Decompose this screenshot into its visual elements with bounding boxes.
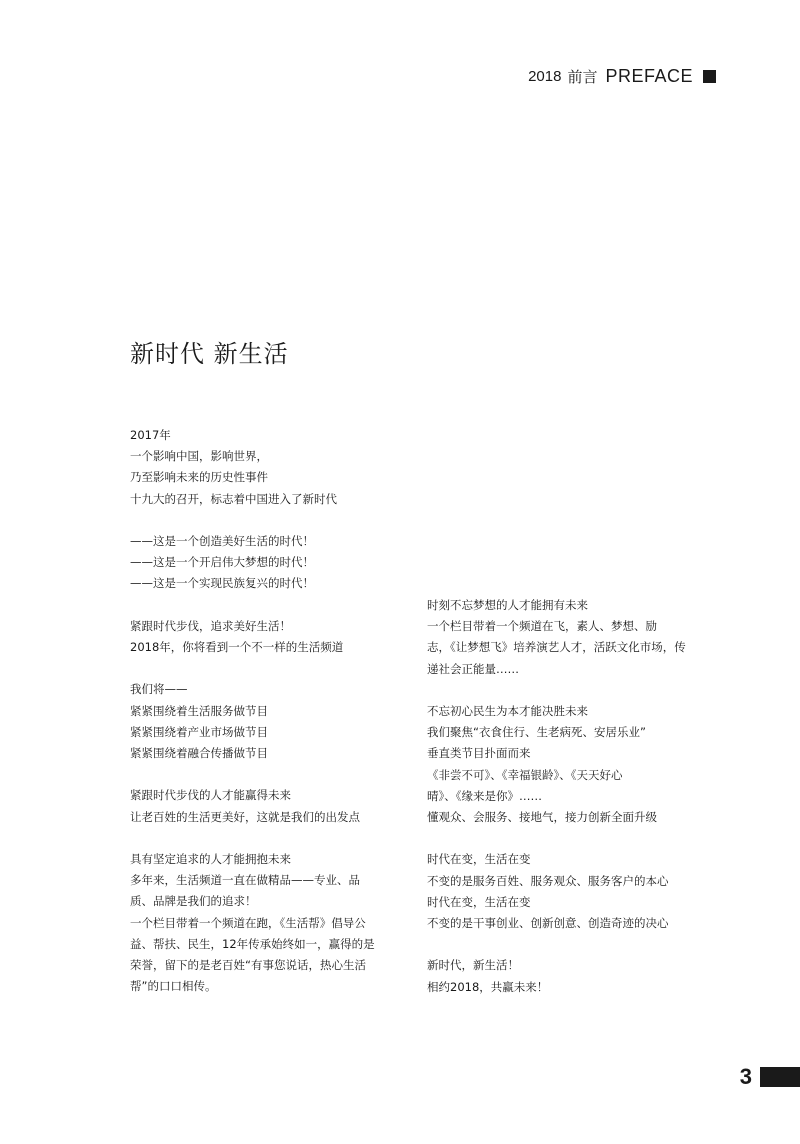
text-line: 时刻不忘梦想的人才能拥有未来 xyxy=(427,598,588,612)
page-title: 新时代 新生活 xyxy=(130,340,289,368)
text-line: 一个栏目带着一个频道在跑，《生活帮》倡导公 xyxy=(130,915,366,930)
text-line: 新时代，新生活！ xyxy=(427,958,519,973)
paragraph-gap xyxy=(130,658,400,679)
header-preface-en: PREFACE xyxy=(605,66,693,86)
page-header xyxy=(528,66,716,87)
text-line: 垂直类节目扑面而来 xyxy=(427,746,531,761)
header-year: 2018 xyxy=(528,68,562,85)
text-line: 益、帮扶、民生，12年传承始终如一，赢得的是 xyxy=(130,936,375,951)
right-column xyxy=(427,595,717,998)
text-line: 紧紧围绕着生活服务做节目 xyxy=(130,703,268,718)
text-line: 递社会正能量…… xyxy=(427,661,519,676)
text-line: 十九大的召开，标志着中国进入了新时代 xyxy=(130,491,337,506)
text-line: ——这是一个创造美好生活的时代！ xyxy=(130,534,314,548)
paragraph-gap xyxy=(130,595,400,616)
left-column xyxy=(130,425,400,997)
paragraph-gap xyxy=(427,680,717,701)
text-line: 具有坚定追求的人才能拥抱未来 xyxy=(130,851,291,866)
text-line: 懂观众、会服务、接地气，接力创新全面升级 xyxy=(427,810,657,825)
text-line: 质、品牌是我们的追求！ xyxy=(130,894,257,909)
text-line: 乃至影响未来的历史性事件 xyxy=(130,470,268,485)
text-line: 2018年，你将看到一个不一样的生活频道 xyxy=(130,640,344,654)
page-number xyxy=(740,1064,800,1090)
text-line: 让老百姓的生活更美好，这就是我们的出发点 xyxy=(130,809,360,824)
text-line: 紧跟时代步伐的人才能赢得未来 xyxy=(130,788,291,803)
text-line: 一个影响中国，影响世界， xyxy=(130,449,268,464)
text-line: 2017年 xyxy=(130,428,171,442)
paragraph-gap xyxy=(130,510,400,531)
header-preface-cn: 前言 xyxy=(567,68,598,86)
header-square-icon xyxy=(703,70,716,83)
text-line: 紧紧围绕着融合传播做节目 xyxy=(130,746,268,760)
page-number-text: 3 xyxy=(739,1064,752,1089)
text-line: 时代在变，生活在变 xyxy=(427,852,531,867)
text-line: 我们将—— xyxy=(130,682,188,697)
text-line: ——这是一个开启伟大梦想的时代！ xyxy=(130,555,314,570)
text-line: 帮”的口口相传。 xyxy=(130,979,217,994)
text-line: 紧跟时代步伐，追求美好生活！ xyxy=(130,618,291,633)
paragraph-gap xyxy=(130,828,400,849)
paragraph-gap xyxy=(130,764,400,785)
text-line: 多年来，生活频道一直在做精品——专业、品 xyxy=(130,873,360,888)
text-line: 《非尝不可》、《幸福银龄》、《天天好心 xyxy=(427,767,623,782)
text-line: 不变的是服务百姓、服务观众、服务客户的本心 xyxy=(427,873,669,888)
text-line: 晴》、《缘来是你》…… xyxy=(427,788,542,803)
text-line: 不变的是干事创业、创新创意、创造奇迹的决心 xyxy=(427,916,669,931)
text-line: 不忘初心民生为本才能决胜未来 xyxy=(427,704,588,718)
text-line: 紧紧围绕着产业市场做节目 xyxy=(130,724,268,739)
text-line: 时代在变，生活在变 xyxy=(427,894,531,909)
text-line: 志，《让梦想飞》培养演艺人才，活跃文化市场，传 xyxy=(427,640,686,655)
paragraph-gap xyxy=(427,934,717,955)
paragraph-gap xyxy=(427,828,717,849)
text-line: 荣誉，留下的是老百姓“有事您说话，热心生活 xyxy=(130,958,366,972)
text-line: ——这是一个实现民族复兴的时代！ xyxy=(130,576,314,591)
text-line: 一个栏目带着一个频道在飞，素人、梦想、励 xyxy=(427,619,657,634)
text-line: 相约2018，共赢未来！ xyxy=(427,979,549,994)
page-number-bar xyxy=(760,1067,800,1087)
text-line: 我们聚焦“衣食住行、生老病死、安居乐业” xyxy=(427,725,646,740)
